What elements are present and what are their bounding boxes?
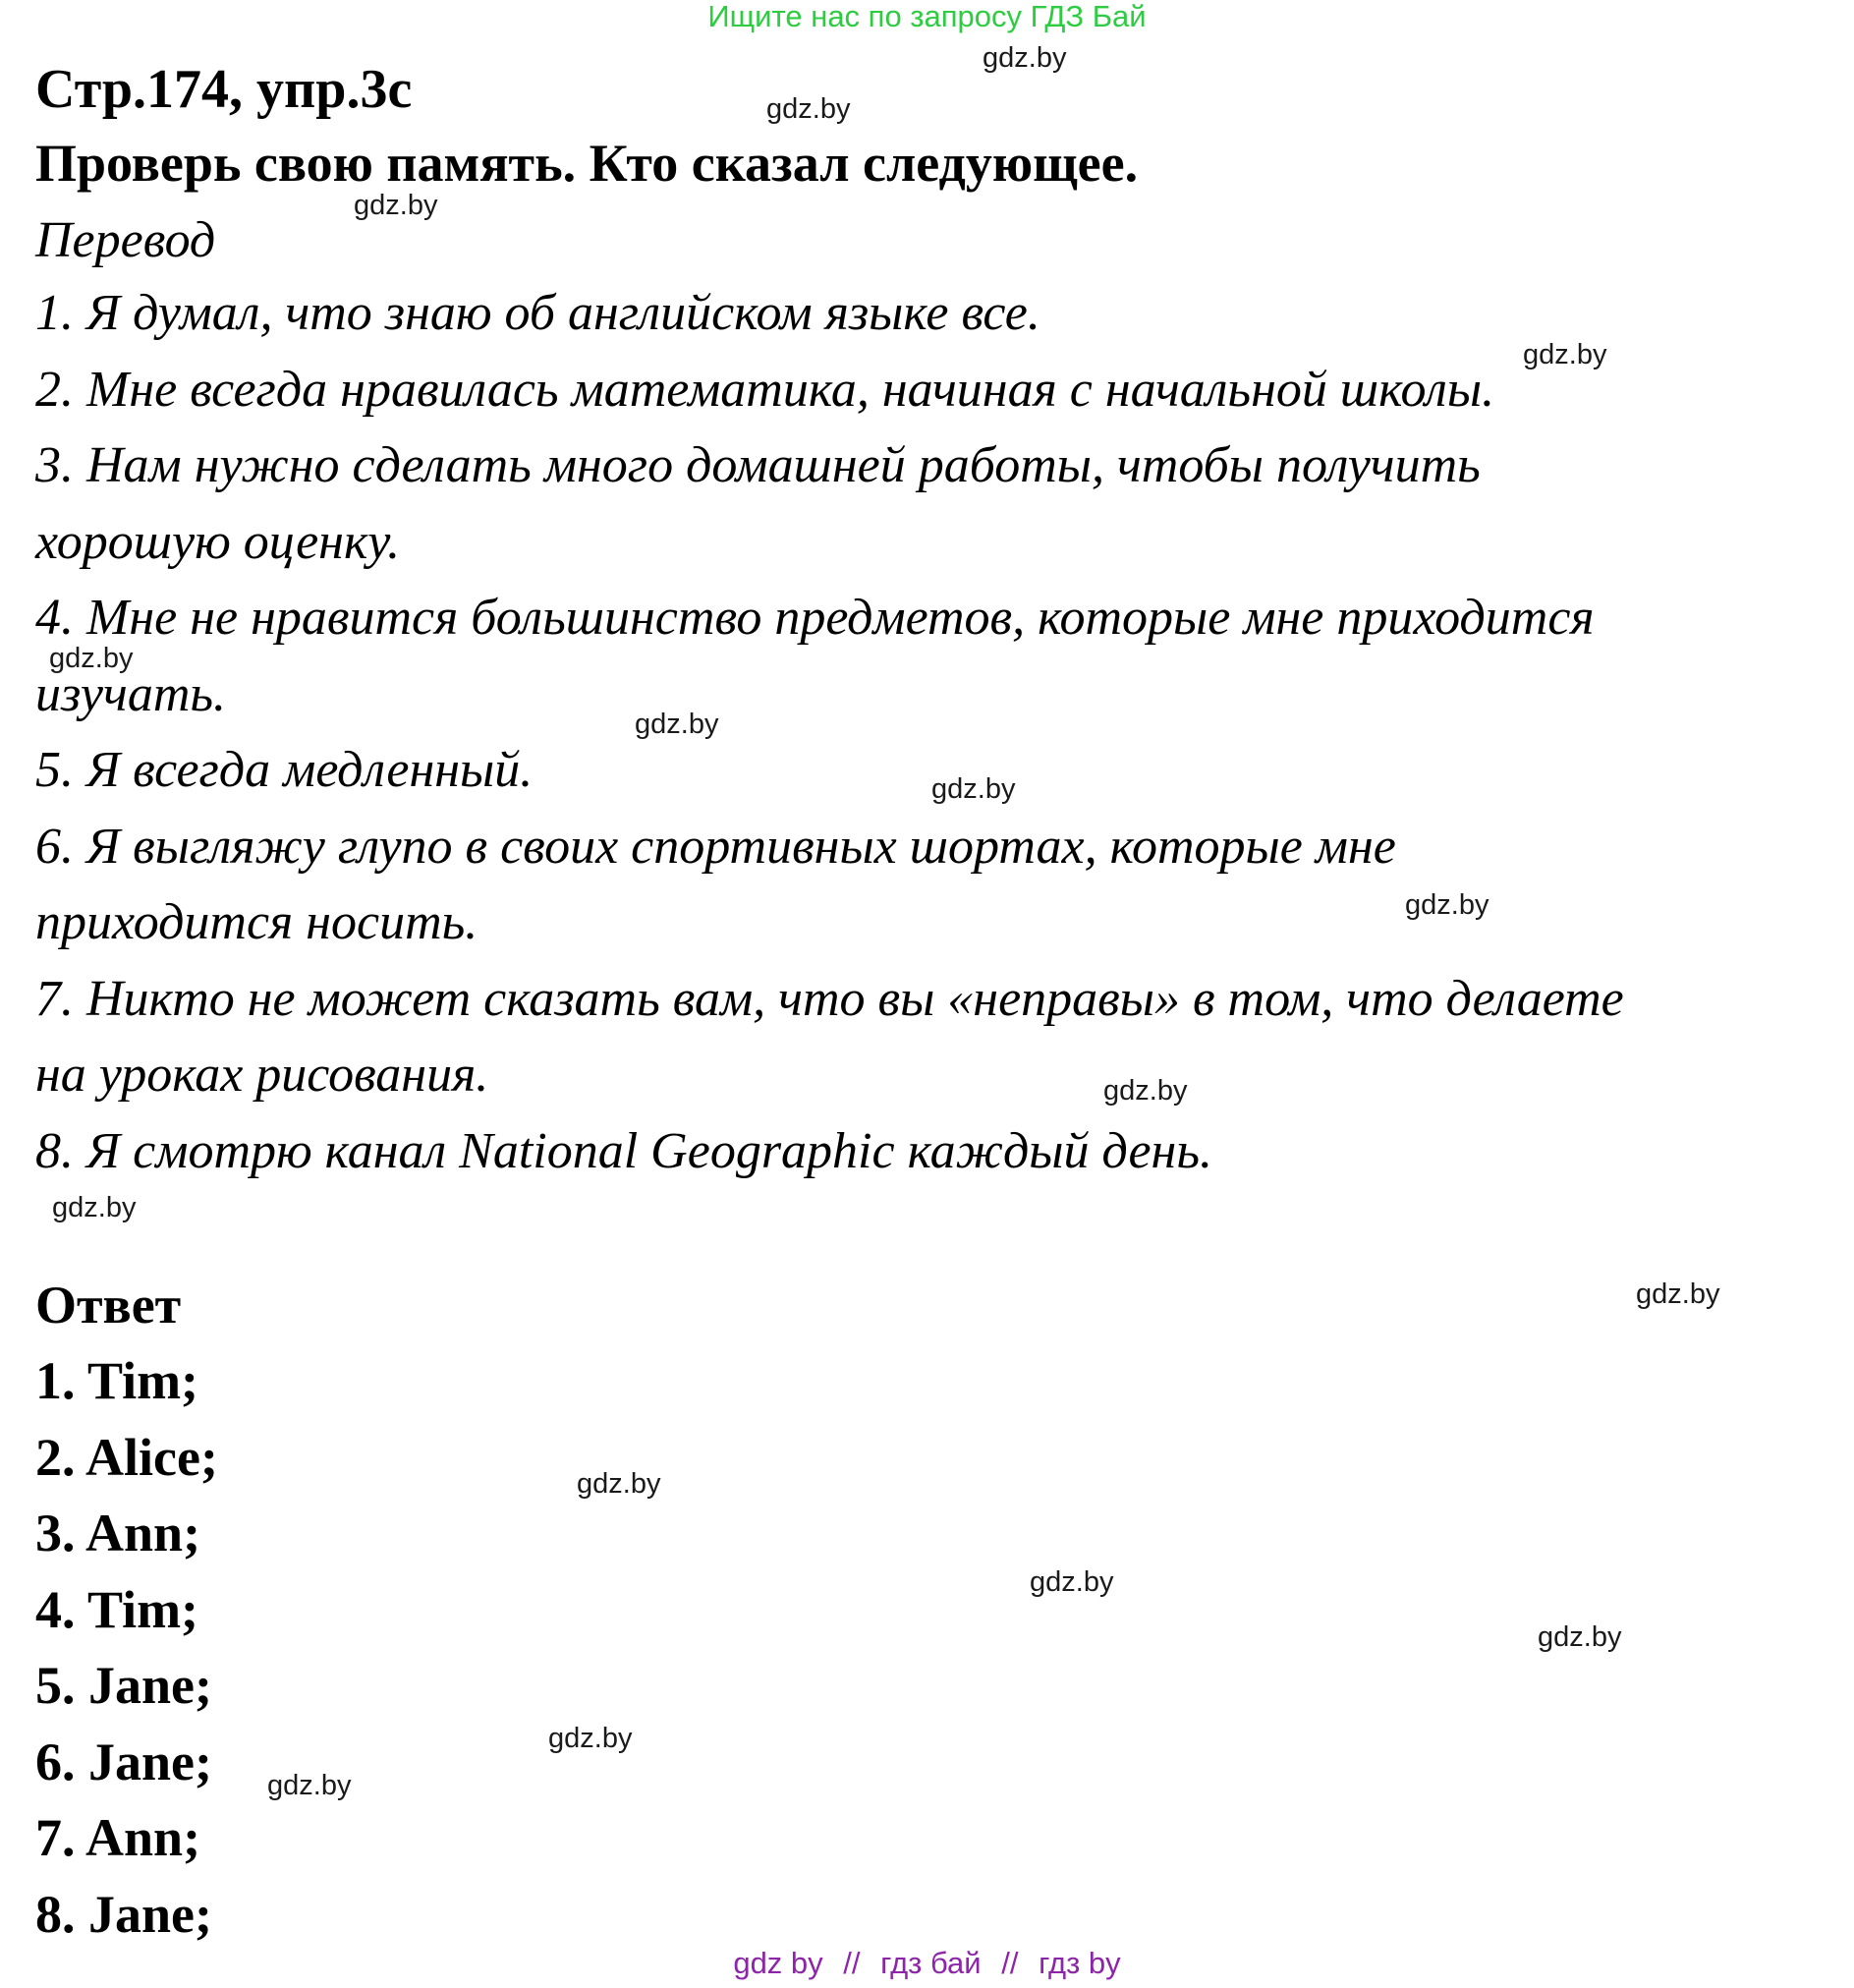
answer-item: 8. Jane; xyxy=(35,1884,212,1944)
watermark: gdz.by xyxy=(931,773,1016,805)
footer-separator: // xyxy=(843,1946,861,1980)
footer-link[interactable]: gdz by xyxy=(733,1946,823,1980)
translation-label: Перевод xyxy=(35,212,216,268)
answer-list xyxy=(35,1343,218,1953)
watermark: gdz.by xyxy=(49,643,134,674)
footer-link[interactable]: гдз бай xyxy=(880,1946,982,1980)
translation-line: 8. Я смотрю канал National Geographic каждый день. xyxy=(35,1122,1212,1179)
answer-item: 5. Jane; xyxy=(35,1656,212,1715)
watermark: gdz.by xyxy=(766,93,851,125)
watermark: gdz.by xyxy=(267,1770,352,1801)
answer-item: 1. Tim; xyxy=(35,1351,199,1410)
translation-line: на уроках рисования. xyxy=(35,1047,489,1103)
translation-line: 5. Я всегда медленный. xyxy=(35,742,534,798)
translation-list xyxy=(35,275,1833,1189)
translation-line: хорошую оценку. xyxy=(35,513,401,570)
translation-line: 2. Мне всегда нравилась математика, начиная с начальной школы. xyxy=(35,361,1495,418)
watermark: gdz.by xyxy=(548,1723,633,1754)
footer-link[interactable]: гдз by xyxy=(1039,1946,1121,1980)
exercise-content xyxy=(35,59,1833,1189)
watermark: gdz.by xyxy=(1030,1566,1114,1598)
watermark: gdz.by xyxy=(1405,889,1489,921)
answer-item: 2. Alice; xyxy=(35,1427,218,1487)
top-banner: Ищите нас по запросу ГДЗ Бай xyxy=(707,0,1147,33)
answer-item: 6. Jane; xyxy=(35,1732,212,1791)
translation-line: 3. Нам нужно сделать много домашней работы, чтобы получить xyxy=(35,437,1481,493)
answer-item: 3. Ann; xyxy=(35,1504,201,1562)
translation-line: 1. Я думал, что знаю об английском языке все. xyxy=(35,285,1040,341)
translation-line: изучать. xyxy=(35,665,227,722)
answer-item: 7. Ann; xyxy=(35,1808,201,1867)
watermark: gdz.by xyxy=(1103,1075,1188,1107)
watermark: gdz.by xyxy=(52,1192,137,1223)
translation-line: 6. Я выгляжу глупо в своих спортивных шортах, которые мне xyxy=(35,818,1396,875)
exercise-task: Проверь свою память. Кто сказал следующее. xyxy=(35,134,1139,193)
watermark: gdz.by xyxy=(983,42,1067,74)
watermark: gdz.by xyxy=(1636,1278,1720,1310)
watermark: gdz.by xyxy=(1523,339,1607,370)
watermark: gdz.by xyxy=(577,1468,661,1500)
answer-item: 4. Tim; xyxy=(35,1579,199,1639)
footer-links xyxy=(0,1944,1854,1983)
translation-line: приходится носить. xyxy=(35,894,478,950)
watermark: gdz.by xyxy=(354,190,438,221)
answer-heading: Ответ xyxy=(35,1276,182,1335)
watermark: gdz.by xyxy=(635,709,719,740)
translation-line: 4. Мне не нравится большинство предметов, которые мне приходится xyxy=(35,590,1595,646)
footer-separator: // xyxy=(1001,1946,1019,1980)
page-title: Стр.174, упр.3с xyxy=(35,59,413,120)
translation-line: 7. Никто не может сказать вам, что вы «неправы» в том, что делаете xyxy=(35,970,1624,1027)
watermark: gdz.by xyxy=(1538,1621,1622,1653)
